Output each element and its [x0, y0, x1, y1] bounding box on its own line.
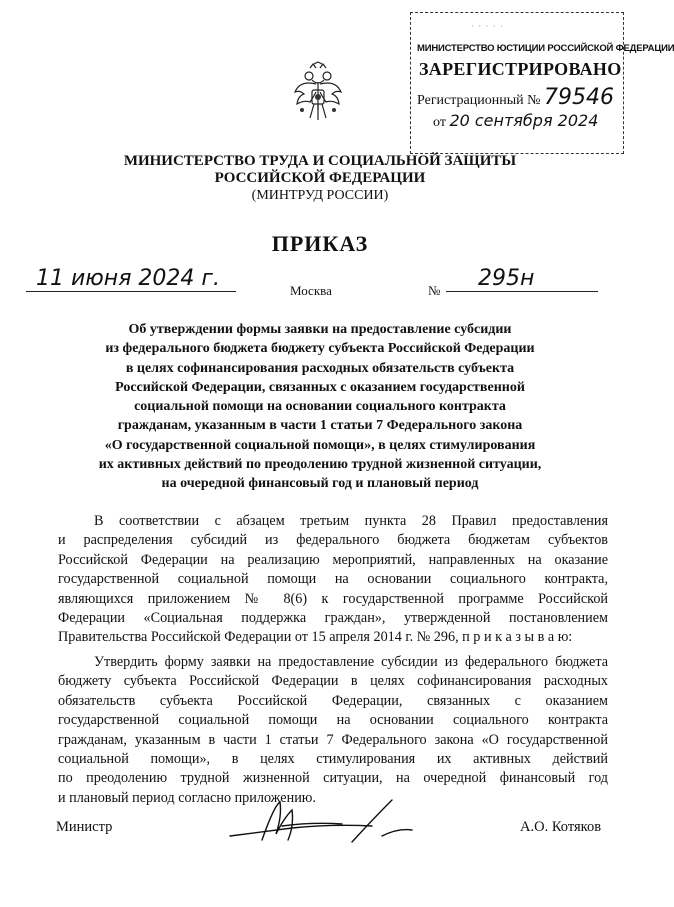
- paragraph-line: бюджету субъекта Российской Федерации в целях софинансирования расходных: [58, 673, 608, 690]
- order-paragraph: [58, 653, 608, 808]
- preamble-paragraph: [58, 512, 608, 648]
- paragraph-line: государственной социальной помощи на основании социального контракта: [58, 712, 608, 729]
- paragraph-line: государственной социальной помощи на основании социального контракта,: [58, 571, 608, 588]
- paragraph-line: Утвердить форму заявки на предоставление субсидии из федерального бюджета: [94, 654, 608, 670]
- paragraph-line: и распределения субсидий из федерального бюджета бюджетам субъектов: [58, 532, 608, 549]
- stamp-date-label: от: [433, 115, 446, 130]
- title-line: на очередной финансовый год и плановый период: [161, 476, 479, 492]
- paragraph-line: обязательств субъекта Российской Федерации, связанных с оказанием: [58, 692, 608, 709]
- paragraph-line: Федерации «Социальная поддержка граждан», утвержденной постановлением: [58, 610, 608, 627]
- title-line: их активных действий по преодолению трудной жизненной ситуации,: [98, 457, 542, 473]
- paragraph-line: по преодолению трудной жизненной ситуации, на очередной финансовый год: [58, 770, 608, 787]
- ministry-name: [0, 153, 640, 187]
- double-headed-eagle-emblem: [292, 62, 344, 124]
- paragraph-line: Правительства Российской Федерации от 15 апреля 2014 г. № 296, п р и к а з ы в а ю:: [58, 629, 573, 646]
- stamp-ministry: МИНИСТЕРСТВО ЮСТИЦИИ РОССИЙСКОЙ ФЕДЕРАЦИИ: [417, 43, 674, 54]
- title-line: «О государственной социальной помощи», в целях стимулирования: [104, 437, 536, 453]
- order-city: Москва: [290, 283, 332, 298]
- document-type: ПРИКАЗ: [271, 231, 369, 256]
- stamp-title: ЗАРЕГИСТРИРОВАНО: [419, 59, 622, 79]
- ministry-short-name: (МИНТРУД РОССИИ): [251, 188, 389, 203]
- ministry-line-1: МИНИСТЕРСТВО ТРУДА И СОЦИАЛЬНОЙ ЗАЩИТЫ: [123, 153, 517, 169]
- handwritten-signature: [222, 796, 422, 848]
- stamp-date-value: 20 сентября 2024: [449, 111, 599, 130]
- registration-stamp: [410, 12, 674, 154]
- paragraph-line: Российской Федерации на реализацию мероприятий, направленных на оказание: [58, 551, 608, 568]
- order-title: [60, 320, 580, 494]
- number-label: №: [428, 283, 441, 298]
- paragraph-line: являющихся приложением № 8(6) к государственной программе Российской: [58, 590, 608, 607]
- signatory-name: А.О. Котяков: [520, 819, 602, 835]
- title-line: Об утверждении формы заявки на предоставление субсидии: [128, 322, 512, 337]
- title-line: из федерального бюджета бюджету субъекта Российской Федерации: [105, 341, 535, 357]
- title-line: Российской Федерации, связанных с оказанием государственной: [115, 379, 525, 395]
- paragraph-line: социальной помощи», в целях стимулирования их активных действий: [58, 751, 608, 768]
- title-line: социальной помощи на основании социального контракта: [134, 399, 506, 415]
- paragraph-line: и плановый период согласно приложению.: [58, 789, 316, 806]
- title-line: в целях софинансирования расходных обязательств субъекта: [125, 360, 515, 376]
- stamp-reg-label: Регистрационный №: [417, 93, 541, 108]
- title-line: гражданам, указанным в части 1 статьи 7 Федерального закона: [117, 418, 523, 434]
- ministry-line-2: РОССИЙСКОЙ ФЕДЕРАЦИИ: [214, 170, 426, 186]
- stamp-registration-date: [433, 111, 598, 131]
- paragraph-line: В соответствии с абзацем третьим пункта 28 Правил предоставления: [94, 513, 608, 529]
- signatory-title: Министр: [56, 819, 113, 835]
- order-number: 295н: [446, 266, 598, 292]
- stamp-registration-number: [417, 85, 614, 110]
- order-date: 11 июня 2024 г.: [26, 266, 236, 292]
- stamp-reg-number: 79546: [544, 85, 614, 110]
- stamp-seal-text: · · · · ·: [471, 21, 504, 31]
- paragraph-line: гражданам, указанным в части 1 статьи 7 Федерального закона «О государственной: [58, 731, 608, 748]
